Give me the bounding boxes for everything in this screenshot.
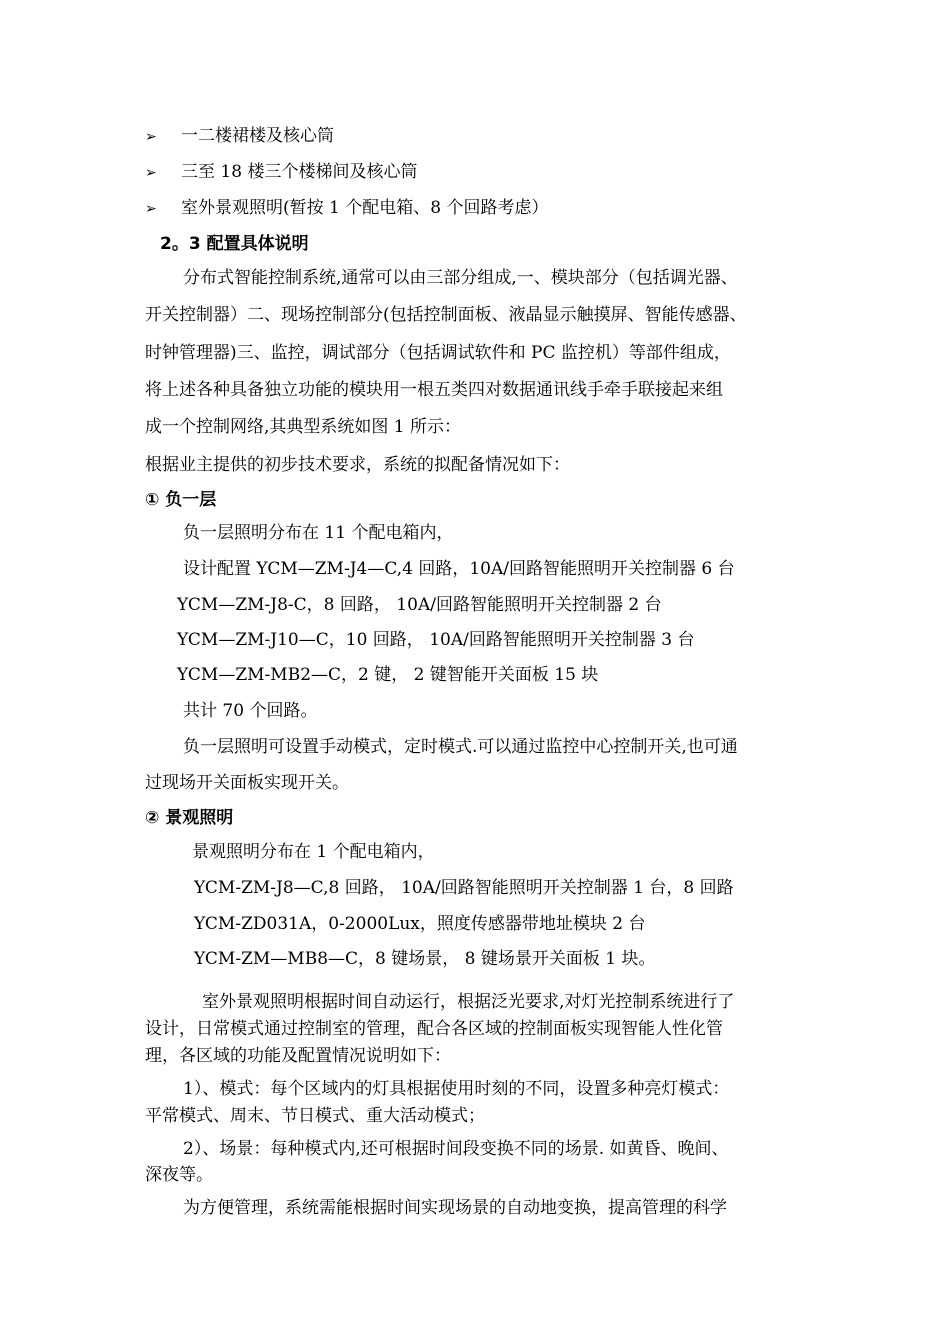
arrow-bullet-icon: ➢ [145,129,157,145]
subsection-heading: ① 负一层 [145,490,217,510]
bullet-item: ➢ 三至 18 楼三个楼梯间及核心筒 [145,160,417,185]
arrow-bullet-icon: ➢ [145,201,157,217]
config-line: YCM—ZM-J10—C，10 回路， 10A/回路智能照明开关控制器 3 台 [177,630,695,650]
paragraph-line: 成一个控制网络,其典型系统如图 1 所示： [145,417,462,437]
section-heading: 2。3 配置具体说明 [160,234,309,254]
config-line: YCM-ZM-J8—C,8 回路， 10A/回路智能照明开关控制器 1 台，8 回路 [194,878,734,898]
config-line: YCM—ZM-MB2—C，2 键， 2 键智能开关面板 15 块 [177,665,599,685]
bullet-item: ➢ 室外景观照明(暂按 1 个配电箱、8 个回路考虑） [145,196,548,221]
paragraph-line: 为方便管理，系统需能根据时间实现场景的自动地变换，提高管理的科学 [183,1198,727,1218]
subsection-heading: ② 景观照明 [145,808,234,828]
paragraph-line: 分布式智能控制系统,通常可以由三部分组成,一、模块部分（包括调光器、 [183,268,738,288]
paragraph-line: 开关控制器）二、现场控制部分(包括控制面板、液晶显示触摸屏、智能传感器、 [145,305,747,325]
paragraph-line: 1）、模式：每个区域内的灯具根据使用时刻的不同，设置多种亮灯模式： [183,1079,730,1099]
paragraph-line: 理，各区域的功能及配置情况说明如下： [145,1046,451,1066]
config-line: YCM-ZD031A，0-2000Lux，照度传感器带地址模块 2 台 [194,914,646,934]
paragraph-line: 深夜等。 [145,1165,213,1185]
config-line: YCM—ZM-J8-C，8 回路， 10A/回路智能照明开关控制器 2 台 [177,595,662,615]
paragraph-line: 平常模式、周末、节日模式、重大活动模式； [145,1106,485,1126]
paragraph-line: 将上述各种具备独立功能的模块用一根五类四对数据通讯线手牵手联接起来组 [145,380,723,400]
paragraph-line: 室外景观照明根据时间自动运行，根据泛光要求,对灯光控制系统进行了 [202,992,735,1012]
paragraph-line: 共计 70 个回路。 [183,701,318,721]
config-line: 设计配置 YCM—ZM-J4—C,4 回路，10A/回路智能照明开关控制器 6 台 [183,559,735,579]
paragraph-line: 根据业主提供的初步技术要求，系统的拟配备情况如下： [145,455,570,475]
paragraph-line: 景观照明分布在 1 个配电箱内， [192,842,435,862]
paragraph-line: 过现场开关面板实现开关。 [145,773,349,793]
arrow-bullet-icon: ➢ [145,165,157,181]
bullet-item: ➢ 一二楼裙楼及核心筒 [145,124,334,149]
paragraph-line: 2）、场景：每种模式内,还可根据时间段变换不同的场景. 如黄昏、晚间、 [183,1139,729,1159]
paragraph-line: 设计，日常模式通过控制室的管理，配合各区域的控制面板实现智能人性化管 [145,1019,723,1039]
paragraph-line: 时钟管理器)三、监控，调试部分（包括调试软件和 PC 监控机）等部件组成， [145,343,731,363]
paragraph-line: 负一层照明分布在 11 个配电箱内， [183,523,454,543]
paragraph-line: 负一层照明可设置手动模式，定时模式.可以通过监控中心控制开关,也可通 [183,737,738,757]
config-line: YCM-ZM—MB8—C，8 键场景， 8 键场景开关面板 1 块。 [194,949,656,969]
